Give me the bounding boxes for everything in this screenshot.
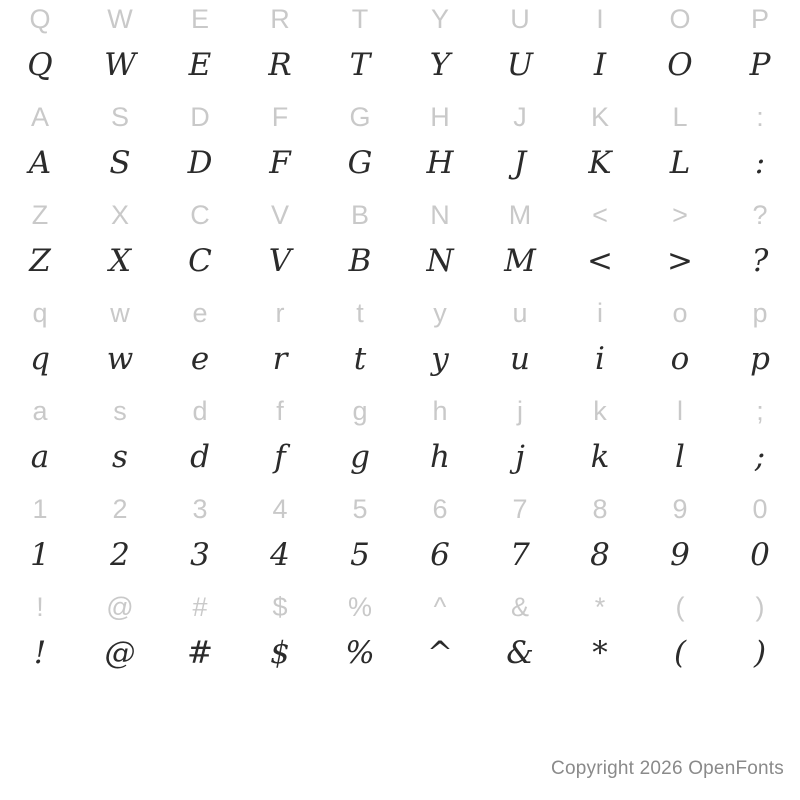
sample-glyph: s bbox=[112, 439, 128, 475]
reference-glyph: % bbox=[347, 592, 372, 622]
sample-glyph: o bbox=[670, 341, 690, 377]
reference-glyph: Q bbox=[29, 4, 51, 34]
sample-glyph: ? bbox=[751, 243, 769, 279]
reference-glyph: > bbox=[672, 200, 688, 230]
reference-glyph: 4 bbox=[272, 494, 288, 524]
sample-glyph: d bbox=[190, 439, 210, 475]
reference-glyph: ) bbox=[755, 592, 765, 622]
reference-glyph: T bbox=[351, 4, 369, 34]
reference-glyph: e bbox=[192, 298, 208, 328]
glyph-row-group bbox=[0, 294, 800, 392]
reference-glyph: H bbox=[430, 102, 450, 132]
reference-row bbox=[0, 490, 800, 538]
sample-glyph: Y bbox=[429, 47, 451, 83]
reference-glyph: 7 bbox=[512, 494, 528, 524]
reference-glyph: N bbox=[430, 200, 450, 230]
sample-glyph: O bbox=[667, 47, 693, 83]
sample-glyph: 5 bbox=[350, 537, 370, 573]
reference-glyph: q bbox=[32, 298, 48, 328]
reference-glyph: ; bbox=[756, 396, 764, 426]
reference-glyph: F bbox=[271, 102, 289, 132]
reference-glyph: a bbox=[32, 396, 48, 426]
sample-glyph: 6 bbox=[430, 537, 450, 573]
reference-glyph: $ bbox=[272, 592, 288, 622]
reference-glyph: d bbox=[192, 396, 208, 426]
sample-glyph: P bbox=[749, 47, 771, 83]
glyph-row-group bbox=[0, 490, 800, 588]
sample-glyph: X bbox=[108, 243, 132, 279]
sample-glyph: % bbox=[345, 635, 375, 671]
reference-glyph: t bbox=[356, 298, 364, 328]
reference-glyph: D bbox=[190, 102, 210, 132]
reference-glyph: W bbox=[107, 4, 133, 34]
reference-glyph: I bbox=[596, 4, 604, 34]
reference-row bbox=[0, 588, 800, 636]
sample-glyph: e bbox=[190, 341, 210, 377]
reference-glyph: C bbox=[190, 200, 210, 230]
sample-glyph: k bbox=[590, 439, 610, 475]
reference-row bbox=[0, 196, 800, 244]
sample-glyph: l bbox=[675, 439, 685, 475]
reference-glyph: s bbox=[113, 396, 127, 426]
sample-glyph: g bbox=[350, 439, 370, 475]
glyph-row-group bbox=[0, 588, 800, 686]
sample-glyph: A bbox=[28, 145, 52, 181]
sample-glyph: L bbox=[669, 145, 691, 181]
reference-glyph: 3 bbox=[192, 494, 208, 524]
reference-glyph: @ bbox=[106, 592, 134, 622]
reference-glyph: R bbox=[270, 4, 290, 34]
reference-glyph: ? bbox=[752, 200, 768, 230]
reference-glyph: 8 bbox=[592, 494, 608, 524]
reference-glyph: ! bbox=[36, 592, 44, 622]
reference-glyph: S bbox=[110, 102, 129, 132]
sample-glyph: p bbox=[750, 341, 770, 377]
reference-glyph: E bbox=[190, 4, 209, 34]
sample-glyph: w bbox=[106, 341, 134, 377]
sample-glyph: ( bbox=[673, 635, 687, 671]
reference-glyph: k bbox=[593, 396, 607, 426]
reference-glyph: p bbox=[752, 298, 768, 328]
sample-glyph: N bbox=[426, 243, 454, 279]
reference-glyph: j bbox=[517, 396, 523, 426]
glyph-row-group bbox=[0, 196, 800, 294]
sample-glyph: 0 bbox=[750, 537, 770, 573]
sample-row bbox=[0, 538, 800, 588]
reference-row bbox=[0, 98, 800, 146]
sample-glyph: f bbox=[274, 439, 286, 475]
sample-row bbox=[0, 342, 800, 392]
reference-glyph: o bbox=[672, 298, 688, 328]
sample-row bbox=[0, 48, 800, 98]
reference-glyph: 5 bbox=[352, 494, 368, 524]
sample-glyph: 2 bbox=[110, 537, 130, 573]
sample-glyph: 9 bbox=[670, 537, 690, 573]
reference-glyph: u bbox=[512, 298, 528, 328]
reference-glyph: l bbox=[677, 396, 683, 426]
glyph-row-group bbox=[0, 98, 800, 196]
reference-glyph: A bbox=[30, 102, 49, 132]
reference-glyph: 2 bbox=[112, 494, 128, 524]
reference-glyph: # bbox=[192, 592, 208, 622]
sample-glyph: Q bbox=[27, 47, 53, 83]
reference-glyph: L bbox=[672, 102, 688, 132]
sample-glyph: 3 bbox=[190, 537, 210, 573]
reference-glyph: & bbox=[510, 592, 529, 622]
glyph-row-group bbox=[0, 0, 800, 98]
reference-glyph: Y bbox=[430, 4, 449, 34]
reference-row bbox=[0, 0, 800, 48]
sample-row bbox=[0, 146, 800, 196]
sample-row bbox=[0, 636, 800, 686]
sample-glyph: R bbox=[268, 47, 292, 83]
sample-glyph: F bbox=[269, 145, 291, 181]
sample-glyph: i bbox=[595, 341, 605, 377]
sample-glyph: I bbox=[593, 47, 607, 83]
sample-glyph: U bbox=[506, 47, 534, 83]
sample-glyph: ) bbox=[753, 635, 767, 671]
reference-glyph: 1 bbox=[32, 494, 48, 524]
reference-glyph: : bbox=[756, 102, 764, 132]
sample-glyph: T bbox=[349, 47, 371, 83]
sample-glyph: D bbox=[187, 145, 213, 181]
reference-glyph: < bbox=[592, 200, 608, 230]
reference-glyph: y bbox=[433, 298, 447, 328]
reference-glyph: M bbox=[508, 200, 532, 230]
sample-glyph: B bbox=[348, 243, 372, 279]
sample-glyph: $ bbox=[270, 635, 290, 671]
copyright-notice: Copyright 2026 OpenFonts bbox=[551, 758, 784, 779]
sample-glyph: 7 bbox=[510, 537, 530, 573]
reference-glyph: B bbox=[350, 200, 369, 230]
sample-glyph: a bbox=[30, 439, 50, 475]
reference-glyph: J bbox=[513, 102, 527, 132]
sample-glyph: h bbox=[430, 439, 450, 475]
reference-glyph: f bbox=[276, 396, 284, 426]
sample-glyph: # bbox=[187, 635, 213, 671]
reference-glyph: Z bbox=[31, 200, 49, 230]
sample-glyph: : bbox=[754, 145, 766, 181]
reference-glyph: g bbox=[352, 396, 368, 426]
sample-glyph: ; bbox=[754, 439, 766, 475]
reference-glyph: ( bbox=[675, 592, 685, 622]
reference-glyph: 6 bbox=[432, 494, 448, 524]
sample-glyph: > bbox=[667, 243, 693, 279]
reference-glyph: w bbox=[110, 298, 130, 328]
sample-glyph: 8 bbox=[590, 537, 610, 573]
reference-glyph: r bbox=[275, 298, 285, 328]
sample-glyph: & bbox=[506, 635, 534, 671]
sample-glyph: K bbox=[588, 145, 612, 181]
sample-glyph: V bbox=[268, 243, 292, 279]
reference-glyph: U bbox=[510, 4, 530, 34]
reference-glyph: G bbox=[349, 102, 371, 132]
sample-glyph: M bbox=[504, 243, 536, 279]
sample-row bbox=[0, 440, 800, 490]
reference-glyph: * bbox=[594, 592, 606, 622]
reference-glyph: h bbox=[432, 396, 448, 426]
sample-glyph: J bbox=[513, 145, 527, 181]
sample-glyph: y bbox=[431, 341, 449, 377]
sample-glyph: G bbox=[347, 145, 373, 181]
sample-glyph: W bbox=[104, 47, 136, 83]
reference-glyph: ^ bbox=[433, 592, 447, 622]
sample-glyph: q bbox=[30, 341, 50, 377]
sample-glyph: @ bbox=[104, 635, 136, 671]
reference-glyph: 9 bbox=[672, 494, 688, 524]
sample-glyph: ! bbox=[33, 635, 47, 671]
sample-row bbox=[0, 244, 800, 294]
reference-glyph: K bbox=[590, 102, 609, 132]
reference-glyph: V bbox=[270, 200, 289, 230]
sample-glyph: r bbox=[272, 341, 288, 377]
sample-glyph: H bbox=[426, 145, 454, 181]
sample-glyph: * bbox=[592, 635, 608, 671]
sample-glyph: 4 bbox=[270, 537, 290, 573]
sample-glyph: E bbox=[188, 47, 212, 83]
reference-glyph: i bbox=[597, 298, 603, 328]
sample-glyph: Z bbox=[29, 243, 51, 279]
reference-glyph: X bbox=[110, 200, 129, 230]
reference-row bbox=[0, 392, 800, 440]
sample-glyph: S bbox=[109, 145, 131, 181]
sample-glyph: j bbox=[515, 439, 525, 475]
sample-glyph: u bbox=[510, 341, 530, 377]
reference-row bbox=[0, 294, 800, 342]
sample-glyph: < bbox=[587, 243, 613, 279]
sample-glyph: C bbox=[188, 243, 212, 279]
sample-glyph: 1 bbox=[30, 537, 50, 573]
reference-glyph: O bbox=[669, 4, 691, 34]
sample-glyph: ^ bbox=[427, 635, 453, 671]
reference-glyph: P bbox=[750, 4, 769, 34]
reference-glyph: 0 bbox=[752, 494, 768, 524]
sample-glyph: t bbox=[353, 341, 367, 377]
glyph-row-group bbox=[0, 392, 800, 490]
